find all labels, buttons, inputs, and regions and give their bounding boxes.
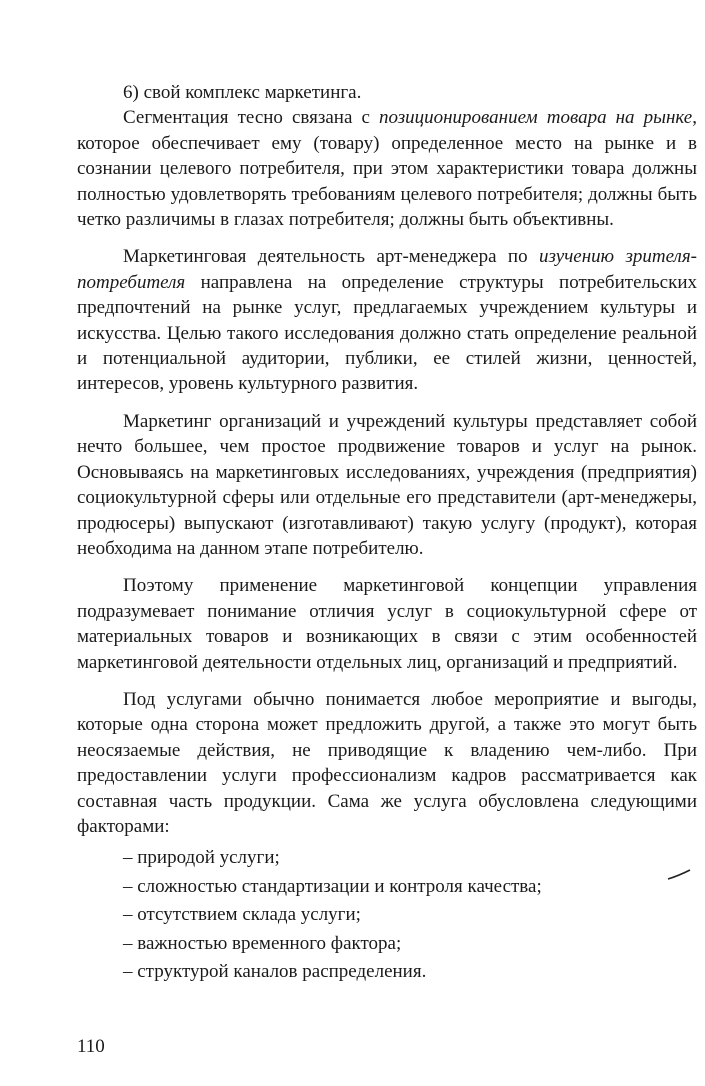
page-number: 110 [77,1036,105,1057]
list-item-6: 6) свой комплекс маркетинга. [123,82,362,103]
body-text [77,80,697,984]
pen-mark-icon [664,868,694,882]
factor-item: – важностью временного фактора; [123,932,402,954]
emphasis-consumer-study: изучению зрителя-потребителя [77,246,697,293]
emphasis-positioning: позиционированием товара на рынке [378,107,693,129]
factor-item: – природой услуги; [123,847,280,869]
factor-item: – отсутствием склада услуги; [123,904,361,926]
factor-item: – сложностью стандартизации и контроля качества; [123,875,542,897]
paragraph-services: Под услугами обычно понимается любое мероприятие и выгоды, которые одна сторона может предложить другой, а также это могут быть неосязаемые действия, не приводящие к владению чем-либо. При предоставлении услуги профессионализм кадров рассматривается как составная часть продукции. Сама же услуга обусловлена следующими факторами: [77,688,697,837]
paragraph-segmentation: Сегментация тесно связана с позиционированием товара на рынке, которое обеспечивает ему (товару) определенное место на рынке и в сознании целевого потребителя, при этом характеристики товара должны полностью удовлетворять требованиям целевого потребителя; должны быть четко различимы в глазах потребителя; должны быть объективны. [77,107,697,231]
paragraph-art-manager: Маркетинговая деятельность арт-менеджера по изучению зрителя-потребителя направлена на определение структуры потребительских предпочтений на рынке услуг, предлагаемых учреждением культуры и искусства. Целью такого исследования должно стать определение реальной и потенциальной аудитории, публики, ее стилей жизни, ценностей, интересов, уровень культурного развития. [77,246,697,395]
paragraph-culture-marketing: Маркетинг организаций и учреждений культуры представляет собой нечто большее, чем простое продвижение товаров и услуг на рынок. Основываясь на маркетинговых исследованиях, учреждения (предприятия) социокультурной сферы или отдельные его представители (арт-менеджеры, продюсеры) выпускают (изготавливают) такую услугу (продукт), которая необходима на данном этапе потребителю. [77,410,697,559]
paragraph-marketing-concept: Поэтому применение маркетинговой концепции управления подразумевает понимание отличия услуг в социокультурной сфере от материальных товаров и возникающих в связи с этим особенностей маркетинговой деятельности отдельных лиц, организаций и предприятий. [77,575,697,673]
factor-item: – структурой каналов распределения. [123,961,427,982]
